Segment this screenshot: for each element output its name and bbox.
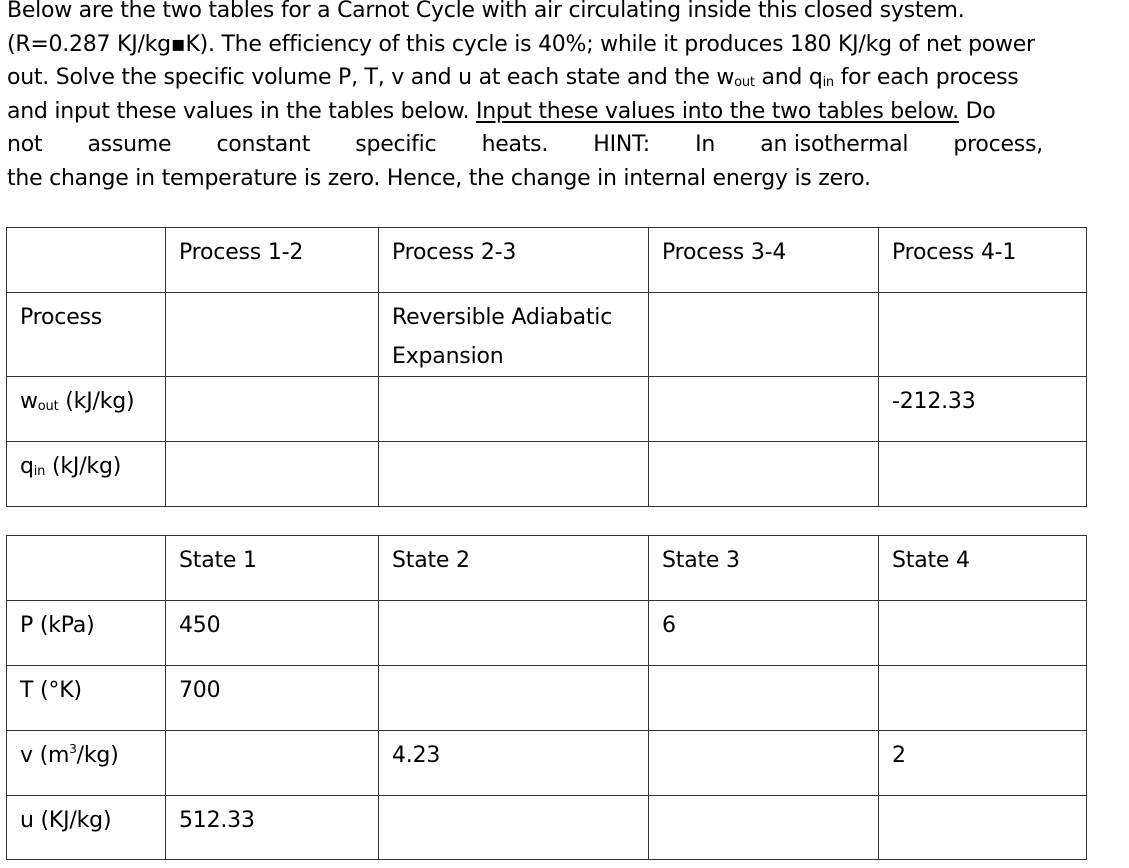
statement-line: the change in temperature is zero. Hence, the change in internal energy is zero.	[7, 165, 871, 191]
table-cell[interactable]	[879, 601, 1087, 666]
header-cell: State 1	[166, 536, 379, 601]
row-label: $w_{out}$ (kJ/kg)	[7, 377, 166, 442]
table-cell[interactable]	[879, 666, 1087, 731]
header-cell: State 4	[879, 536, 1087, 601]
table-cell[interactable]	[649, 442, 879, 507]
header-cell: Process 3-4	[649, 228, 879, 293]
row-label: T (°K)	[7, 666, 166, 731]
table-cell[interactable]: 6	[649, 601, 879, 666]
table-cell[interactable]: -212.33	[879, 377, 1087, 442]
table-cell[interactable]	[379, 666, 649, 731]
statement-line: (R=0.287 KJ/kg▪K). The efficiency of this cycle is 40%; while it produces 180 KJ/kg of net power	[7, 31, 1035, 57]
table-row	[7, 731, 1087, 796]
table-row	[7, 377, 1087, 442]
row-label: P (kPa)	[7, 601, 166, 666]
table-header-row	[7, 228, 1087, 293]
table-cell[interactable]	[649, 377, 879, 442]
table-cell[interactable]: 450	[166, 601, 379, 666]
table-cell[interactable]: 700	[166, 666, 379, 731]
table-cell[interactable]	[379, 377, 649, 442]
table-header-row	[7, 536, 1087, 601]
row-label: Process	[7, 293, 166, 377]
underlined-instruction: Input these values into the two tables below.	[475, 98, 959, 124]
statement-line: out. Solve the specific volume P, T, v and u at each state and the $w_{out}$ and $q_{in}$ for each process	[7, 65, 1019, 91]
header-cell: Process 1-2	[166, 228, 379, 293]
state-table	[6, 535, 1087, 860]
header-cell	[7, 228, 166, 293]
header-cell: State 2	[379, 536, 649, 601]
table-cell[interactable]	[166, 731, 379, 796]
header-cell	[7, 536, 166, 601]
table-cell[interactable]	[166, 442, 379, 507]
table-row	[7, 442, 1087, 507]
table-cell[interactable]	[649, 666, 879, 731]
table-cell[interactable]: 4.23	[379, 731, 649, 796]
process-table	[6, 227, 1087, 507]
statement-line: and input these values in the tables below. Input these values into the two tables below. Do	[7, 98, 996, 124]
table-row	[7, 601, 1087, 666]
table-row	[7, 293, 1087, 377]
statement-line-justified: not assume constant specific heats. HINT: In an isothermal process,	[7, 132, 1043, 158]
table-cell[interactable]	[879, 293, 1087, 377]
table-cell[interactable]	[879, 442, 1087, 507]
table-cell[interactable]: Reversible Adiabatic Expansion	[379, 293, 649, 377]
table-cell[interactable]	[649, 293, 879, 377]
table-row	[7, 796, 1087, 860]
problem-statement	[7, 0, 1043, 196]
table-cell[interactable]	[379, 601, 649, 666]
row-label: $q_{in}$ (kJ/kg)	[7, 442, 166, 507]
table-cell[interactable]	[166, 293, 379, 377]
table-row	[7, 666, 1087, 731]
table-cell[interactable]	[649, 796, 879, 860]
table-cell[interactable]	[649, 731, 879, 796]
table-cell[interactable]: 512.33	[166, 796, 379, 860]
table-cell[interactable]	[379, 796, 649, 860]
statement-line: Below are the two tables for a Carnot Cycle with air circulating inside this closed system.	[7, 0, 965, 23]
table-cell[interactable]	[166, 377, 379, 442]
header-cell: Process 2-3	[379, 228, 649, 293]
table-cell[interactable]	[879, 796, 1087, 860]
table-cell[interactable]	[379, 442, 649, 507]
header-cell: State 3	[649, 536, 879, 601]
table-cell[interactable]: 2	[879, 731, 1087, 796]
header-cell: Process 4-1	[879, 228, 1087, 293]
row-label: u (KJ/kg)	[7, 796, 166, 860]
row-label: v $(m^3/kg)$	[7, 731, 166, 796]
